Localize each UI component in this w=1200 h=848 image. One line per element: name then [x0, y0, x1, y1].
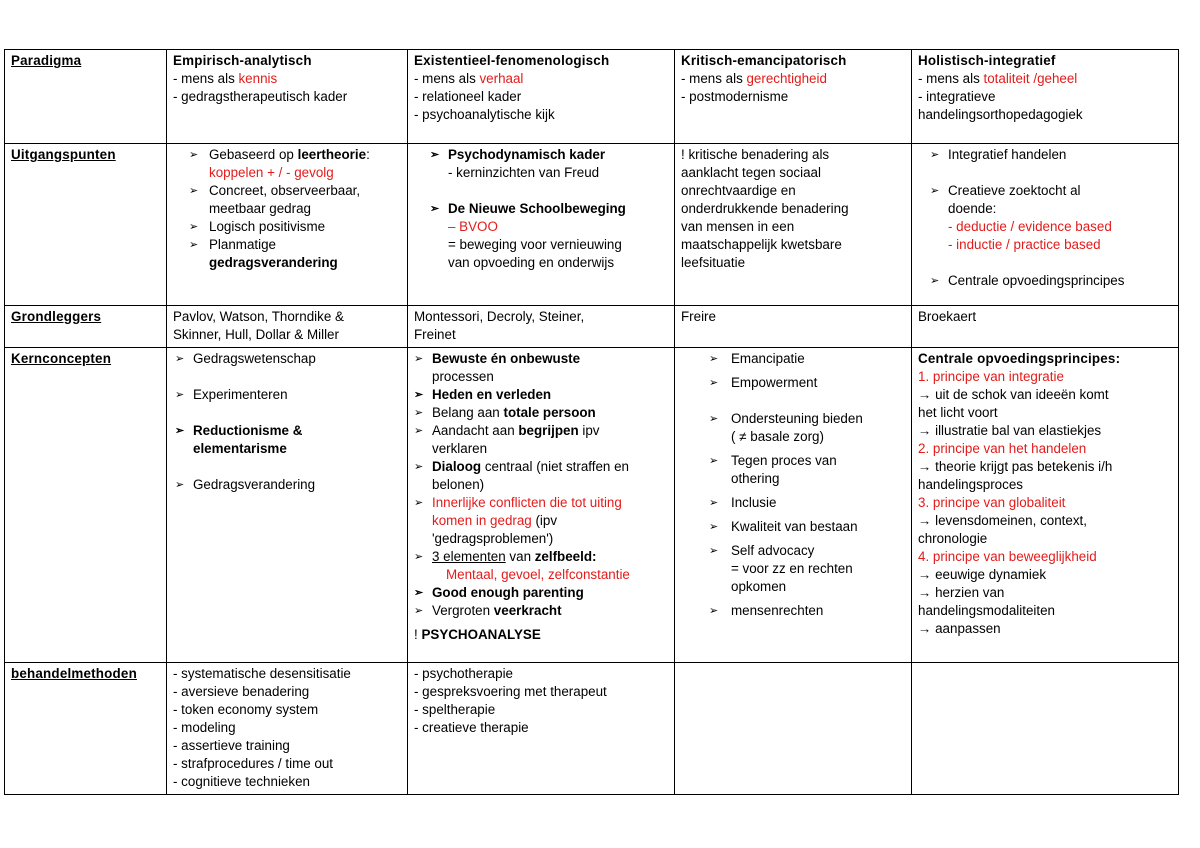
red-text: totaliteit /geheel — [983, 71, 1078, 86]
text: - mens als — [173, 71, 239, 86]
bullet-item — [173, 476, 402, 494]
arrowhead-bullet-icon: ➢ — [189, 185, 199, 197]
bullet-item — [412, 494, 669, 512]
row-paradigma — [5, 50, 1179, 144]
list-item: - gespreksvoering met therapeut — [414, 684, 607, 699]
paradigm-title-existentieel: Existentieel-fenomenologisch — [414, 53, 610, 68]
list-item: - creatieve therapie — [414, 720, 529, 735]
text: Heden en verleden — [432, 387, 552, 402]
arrowhead-bullet-icon: ➢ — [709, 377, 719, 389]
arrowhead-bullet-icon: ➢ — [175, 425, 185, 437]
text: - mens als — [414, 71, 480, 86]
cell-paradigma-holistisch — [912, 50, 1179, 144]
list-item: - modeling — [173, 720, 236, 735]
cell-grondleggers-holistisch — [912, 306, 1179, 348]
bullet-item — [928, 182, 1173, 200]
bullet-item — [412, 458, 669, 476]
bullet-item — [412, 602, 669, 620]
cell-kernconcepten-empirisch — [167, 348, 408, 663]
text-line: → theorie krijgt pas betekenis i/h — [918, 459, 1113, 474]
text: - mens als — [918, 71, 984, 86]
red-text: kennis — [238, 71, 278, 86]
text-line: → levensdomeinen, context, — [918, 513, 1087, 528]
bold-text: Dialoog — [432, 459, 482, 474]
arrowhead-bullet-icon: ➢ — [930, 185, 940, 197]
text-line: maatschappelijk kwetsbare — [681, 237, 842, 252]
row-behandelmethoden — [5, 663, 1179, 795]
arrowhead-bullet-icon: ➢ — [709, 545, 719, 557]
text-line: verklaren — [432, 441, 488, 456]
arrowhead-bullet-icon: ➢ — [175, 389, 185, 401]
arrowhead-bullet-icon: ➢ — [709, 353, 719, 365]
list-item: - systematische desensitisatie — [173, 666, 351, 681]
bullet-item — [428, 146, 669, 164]
cell-uitgangspunten-kritisch — [675, 144, 912, 306]
bullet-item — [707, 518, 906, 536]
text: Concreet, observeerbaar, — [209, 183, 361, 198]
text: : — [366, 147, 370, 162]
text-line: = voor zz en rechten — [731, 561, 853, 576]
text: Reductionisme & — [193, 423, 303, 438]
text: van — [505, 549, 535, 564]
row-kernconcepten — [5, 348, 1179, 663]
text: Centrale opvoedingsprincipes — [948, 273, 1125, 288]
text: (ipv — [531, 513, 558, 528]
text: Creatieve zoektocht al — [948, 183, 1081, 198]
text: Kwaliteit van bestaan — [731, 519, 858, 534]
text-line: - gedragstherapeutisch kader — [173, 89, 348, 104]
text-line: onderdrukkende benadering — [681, 201, 849, 216]
cell-paradigma-empirisch — [167, 50, 408, 144]
red-text: komen in gedrag — [432, 513, 532, 528]
cell-grondleggers-kritisch — [675, 306, 912, 348]
bullet-item — [412, 350, 669, 368]
bold-text: totale persoon — [503, 405, 596, 420]
bullet-item — [928, 272, 1173, 290]
text-line: handelingsproces — [918, 477, 1023, 492]
red-text: 3. principe van globaliteit — [918, 495, 1066, 510]
text-line: Freire — [681, 309, 716, 324]
red-text: koppelen + / - gevolg — [209, 165, 334, 180]
text: Planmatige — [209, 237, 276, 252]
text-line: opkomen — [731, 579, 787, 594]
text-line: onrechtvaardige en — [681, 183, 796, 198]
bullet-item — [707, 602, 906, 620]
list-item: - speltherapie — [414, 702, 496, 717]
text-line — [412, 512, 669, 530]
bold-text: zelfbeeld: — [534, 549, 597, 564]
text-line: = beweging voor vernieuwing — [448, 237, 622, 252]
bullet-item — [173, 236, 402, 254]
text-line: leefsituatie — [681, 255, 746, 270]
text-line: → herzien van — [918, 585, 1005, 600]
bullet-item — [707, 452, 906, 470]
arrowhead-bullet-icon: ➢ — [414, 497, 424, 509]
text: Psychodynamisch kader — [448, 147, 606, 162]
paradigm-title-kritisch: Kritisch-emancipatorisch — [681, 53, 847, 68]
arrowhead-bullet-icon: ➢ — [414, 389, 424, 401]
arrowhead-bullet-icon: ➢ — [709, 455, 719, 467]
cell-paradigma-existentieel — [408, 50, 675, 144]
arrowhead-bullet-icon: ➢ — [189, 149, 199, 161]
text: ipv — [578, 423, 600, 438]
text: Logisch positivisme — [209, 219, 326, 234]
row-uitgangspunten — [5, 144, 1179, 306]
cell-behandelmethoden-holistisch — [912, 663, 1179, 795]
red-text: - inductie / practice based — [948, 237, 1101, 252]
text-line: belonen) — [432, 477, 485, 492]
bullet-item — [173, 422, 402, 440]
row-label-cell — [5, 50, 167, 144]
bold-text: gedragsverandering — [209, 255, 338, 270]
text-line: van opvoeding en onderwijs — [448, 255, 615, 270]
text-line: Montessori, Decroly, Steiner, — [414, 309, 585, 324]
text: Gedragswetenschap — [193, 351, 316, 366]
arrowhead-bullet-icon: ➢ — [709, 605, 719, 617]
bullet-item — [412, 404, 669, 422]
text: Experimenteren — [193, 387, 288, 402]
bullet-item — [412, 584, 669, 602]
bold-text: leertheorie — [297, 147, 367, 162]
bold-text: elementarisme — [193, 441, 287, 456]
text-line: processen — [432, 369, 494, 384]
cell-behandelmethoden-empirisch — [167, 663, 408, 795]
text-line: → uit de schok van ideeën komt — [918, 387, 1109, 402]
red-text: 2. principe van het handelen — [918, 441, 1087, 456]
paradigm-title-holistisch: Holistisch-integratief — [918, 53, 1056, 68]
row-label-paradigma: Paradigma — [11, 53, 82, 68]
cell-kernconcepten-existentieel — [408, 348, 675, 663]
text-line: - postmodernisme — [681, 89, 789, 104]
bullet-item — [173, 146, 402, 164]
list-item: - assertieve training — [173, 738, 290, 753]
bullet-item — [173, 182, 402, 200]
text-line: 'gedragsproblemen') — [432, 531, 554, 546]
paradigm-table — [4, 49, 1179, 795]
list-item: - cognitieve technieken — [173, 774, 310, 789]
text-line: Broekaert — [918, 309, 977, 324]
text-line: → illustratie bal van elastiekjes — [918, 423, 1102, 438]
arrowhead-bullet-icon: ➢ — [709, 521, 719, 533]
bullet-item — [707, 374, 906, 392]
red-text: Innerlijke conflicten die tot uiting — [432, 495, 622, 510]
bullet-item — [428, 200, 669, 218]
text-line: - integratieve — [918, 89, 996, 104]
bold-text: Bewuste én onbewuste — [432, 351, 581, 366]
text: Inclusie — [731, 495, 777, 510]
arrowhead-bullet-icon: ➢ — [430, 149, 440, 161]
text: mensenrechten — [731, 603, 824, 618]
arrowhead-bullet-icon: ➢ — [930, 275, 940, 287]
cell-paradigma-kritisch — [675, 50, 912, 144]
bold-text: begrijpen — [518, 423, 579, 438]
text: De Nieuwe Schoolbeweging — [448, 201, 626, 216]
row-label-uitgangspunten: Uitgangspunten — [11, 147, 116, 162]
row-label-cell — [5, 348, 167, 663]
arrowhead-bullet-icon: ➢ — [175, 479, 185, 491]
cell-behandelmethoden-existentieel — [408, 663, 675, 795]
text-line: → eeuwige dynamiek — [918, 567, 1047, 582]
cell-uitgangspunten-empirisch — [167, 144, 408, 306]
text-line: othering — [731, 471, 780, 486]
cell-grondleggers-existentieel — [408, 306, 675, 348]
text: Gedragsverandering — [193, 477, 316, 492]
list-item: - aversieve benadering — [173, 684, 310, 699]
red-text: – BVOO — [448, 219, 498, 234]
text-line: aanklacht tegen sociaal — [681, 165, 821, 180]
bullet-item — [412, 548, 669, 566]
principles-title: Centrale opvoedingsprincipes: — [918, 351, 1121, 366]
text-line: van mensen in een — [681, 219, 795, 234]
text: - mens als — [681, 71, 747, 86]
arrowhead-bullet-icon: ➢ — [414, 407, 424, 419]
text-line: doende: — [948, 201, 997, 216]
arrowhead-bullet-icon: ➢ — [414, 551, 424, 563]
red-text: 4. principe van beweeglijkheid — [918, 549, 1097, 564]
text-line: ! kritische benadering als — [681, 147, 830, 162]
arrowhead-bullet-icon: ➢ — [709, 497, 719, 509]
row-label-kernconcepten: Kernconcepten — [11, 351, 112, 366]
text-line: meetbaar gedrag — [209, 201, 311, 216]
arrowhead-bullet-icon: ➢ — [189, 221, 199, 233]
cell-behandelmethoden-kritisch — [675, 663, 912, 795]
list-item: - strafprocedures / time out — [173, 756, 334, 771]
text: ! — [414, 627, 422, 642]
row-label-cell — [5, 306, 167, 348]
text: Tegen proces van — [731, 453, 837, 468]
cell-uitgangspunten-holistisch — [912, 144, 1179, 306]
text: Vergroten — [432, 603, 494, 618]
arrowhead-bullet-icon: ➢ — [414, 587, 424, 599]
bullet-item — [928, 146, 1173, 164]
row-label-grondleggers: Grondleggers — [11, 309, 102, 324]
text-line: chronologie — [918, 531, 988, 546]
list-item: - psychotherapie — [414, 666, 513, 681]
row-grondleggers — [5, 306, 1179, 348]
bullet-item — [173, 386, 402, 404]
text-line: - psychoanalytische kijk — [414, 107, 555, 122]
cell-uitgangspunten-existentieel — [408, 144, 675, 306]
arrowhead-bullet-icon: ➢ — [175, 353, 185, 365]
bullet-item — [707, 542, 906, 560]
text-line: Freinet — [414, 327, 456, 342]
bullet-item — [173, 218, 402, 236]
text: Aandacht aan — [432, 423, 519, 438]
bullet-item — [707, 494, 906, 512]
cell-grondleggers-empirisch — [167, 306, 408, 348]
text-line: Skinner, Hull, Dollar & Miller — [173, 327, 339, 342]
text: Empowerment — [731, 375, 818, 390]
text: Integratief handelen — [948, 147, 1067, 162]
arrowhead-bullet-icon: ➢ — [430, 203, 440, 215]
arrowhead-bullet-icon: ➢ — [414, 353, 424, 365]
bullet-item — [412, 386, 669, 404]
bold-text: veerkracht — [493, 603, 562, 618]
paradigm-title-empirisch: Empirisch-analytisch — [173, 53, 312, 68]
red-text: - deductie / evidence based — [948, 219, 1112, 234]
text: Ondersteuning bieden — [731, 411, 863, 426]
text-line: Pavlov, Watson, Thorndike & — [173, 309, 344, 324]
text: Emancipatie — [731, 351, 805, 366]
red-text: gerechtigheid — [746, 71, 827, 86]
underlined-text: 3 elementen — [432, 549, 506, 564]
text-line: het licht voort — [918, 405, 998, 420]
text-line: - relationeel kader — [414, 89, 522, 104]
arrowhead-bullet-icon: ➢ — [189, 239, 199, 251]
bullet-item — [173, 350, 402, 368]
text: Belang aan — [432, 405, 504, 420]
text: Self advocacy — [731, 543, 815, 558]
arrowhead-bullet-icon: ➢ — [414, 461, 424, 473]
arrowhead-bullet-icon: ➢ — [709, 413, 719, 425]
red-text: verhaal — [479, 71, 524, 86]
arrowhead-bullet-icon: ➢ — [414, 425, 424, 437]
arrowhead-bullet-icon: ➢ — [414, 605, 424, 617]
bullet-item — [412, 422, 669, 440]
text-line: → aanpassen — [918, 621, 1001, 636]
row-label-cell — [5, 144, 167, 306]
bullet-item — [707, 410, 906, 428]
note-psychoanalyse — [412, 626, 669, 644]
list-item: - token economy system — [173, 702, 319, 717]
cell-kernconcepten-kritisch — [675, 348, 912, 663]
cell-kernconcepten-holistisch — [912, 348, 1179, 663]
bold-text: PSYCHOANALYSE — [421, 627, 541, 642]
text: Good enough parenting — [432, 585, 584, 600]
red-text: 1. principe van integratie — [918, 369, 1064, 384]
row-label-behandelmethoden: behandelmethoden — [11, 666, 137, 681]
text-line: ( ≠ basale zorg) — [731, 429, 824, 444]
red-text: Mentaal, gevoel, zelfconstantie — [446, 567, 630, 582]
arrowhead-bullet-icon: ➢ — [930, 149, 940, 161]
text-line: - kerninzichten van Freud — [448, 165, 600, 180]
text-line: handelingsorthopedagogiek — [918, 107, 1083, 122]
bullet-item — [707, 350, 906, 368]
text: centraal (niet straffen en — [481, 459, 629, 474]
text-line: handelingsmodaliteiten — [918, 603, 1055, 618]
row-label-cell — [5, 663, 167, 795]
text: Gebaseerd op — [209, 147, 298, 162]
